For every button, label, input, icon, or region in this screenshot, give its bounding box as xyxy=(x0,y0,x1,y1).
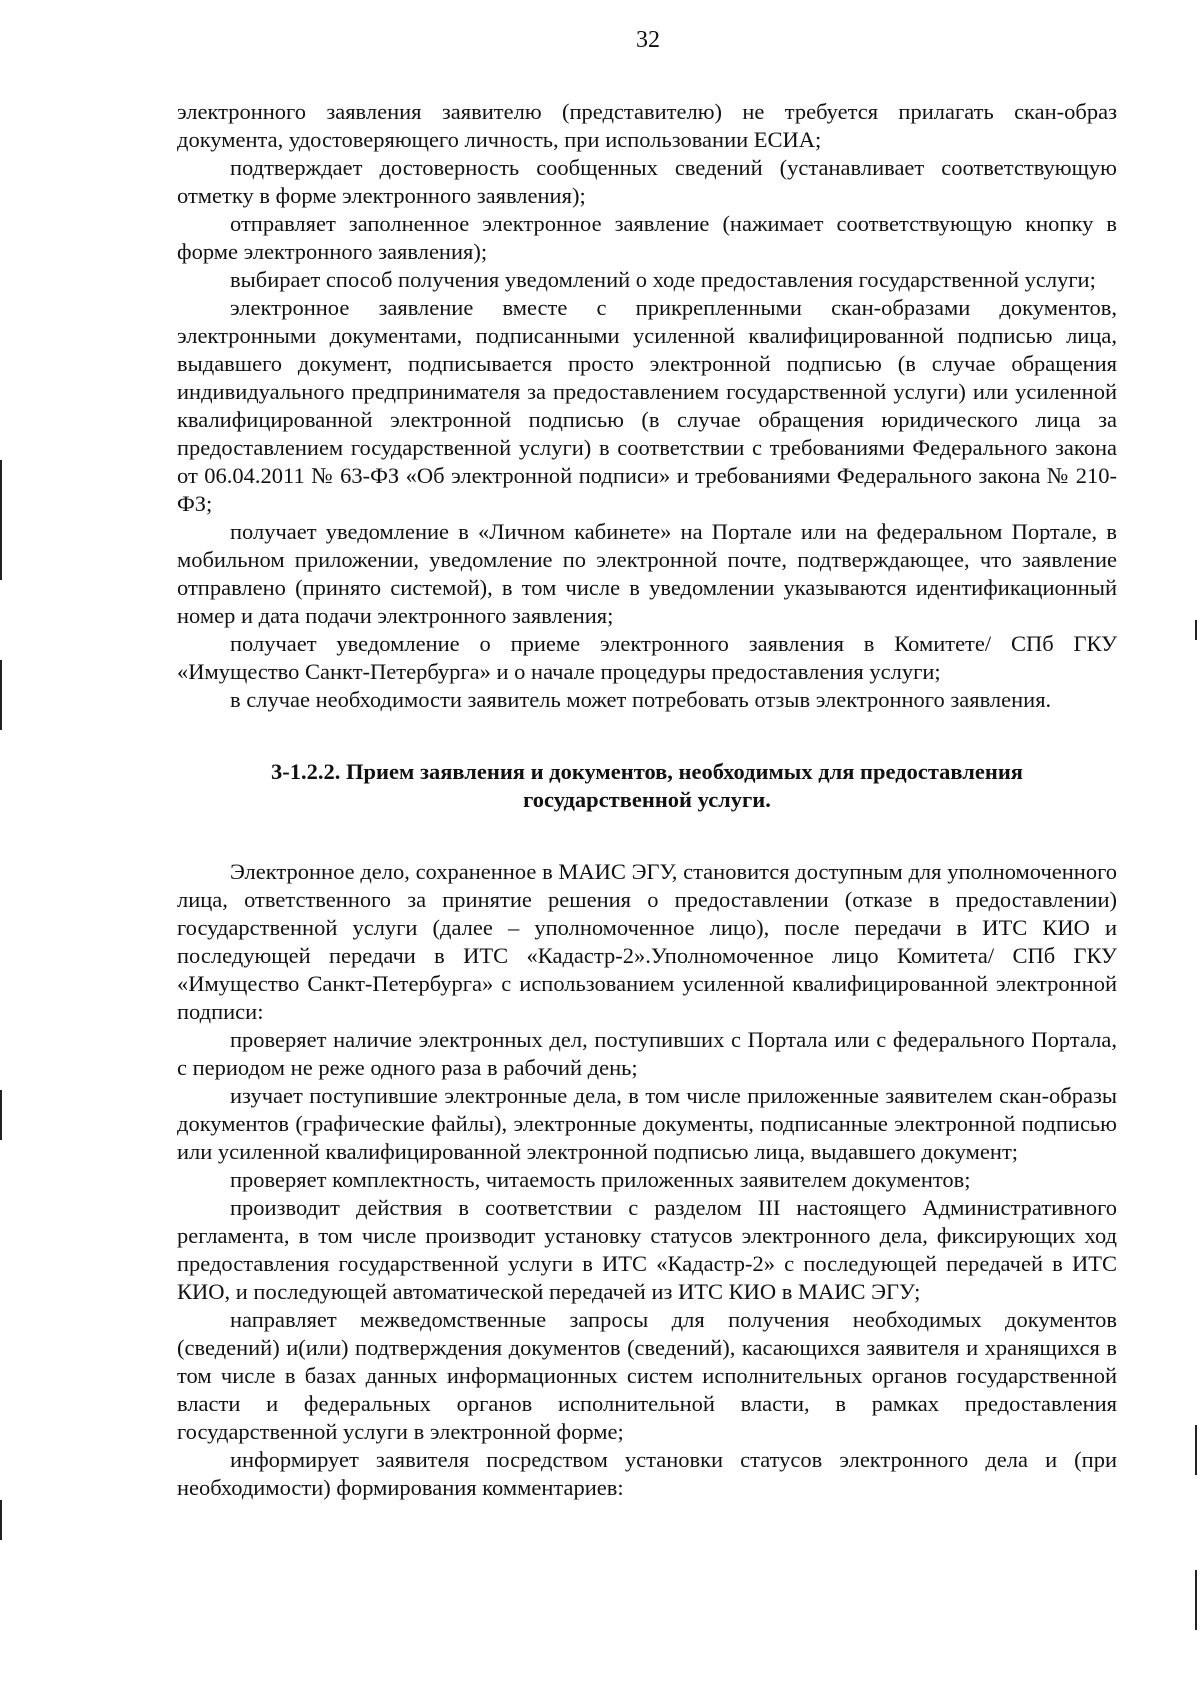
paragraph: Электронное дело, сохраненное в МАИС ЭГУ, становится доступным для уполномоченного лица, ответственного за принятие решения о предоставлении (отказе в предоставлении) государственной услуги (далее – уполномоченное лицо), после передачи в ИТС КИО и последующей передачи в ИТС «Кадастр-2».Уполномоченное лицо Комитета/ СПб ГКУ «Имущество Санкт-Петербурга» с использованием усиленной квалифицированной электронной подписи: xyxy=(177,859,1117,1024)
paragraph: электронного заявления заявителю (представителю) не требуется прилагать скан-образ документа, удостоверяющего личность, при использовании ЕСИА; xyxy=(177,99,1117,152)
scan-artifact-right xyxy=(1195,1425,1197,1475)
paragraph: изучает поступившие электронные дела, в том числе приложенные заявителем скан-образы документов (графические файлы), электронные документы, подписанные электронной подписью или усиленной квалифицированной электронной подписью лица, выдавшего документ; xyxy=(177,1083,1117,1164)
paragraph: проверяет наличие электронных дел, поступивших с Портала или с федерального Портала, с периодом не реже одного раза в рабочий день; xyxy=(177,1027,1117,1080)
scan-artifact-left xyxy=(0,1090,2,1140)
scan-artifact-left xyxy=(0,460,2,580)
paragraph: производит действия в соответствии с разделом III настоящего Административного регламента, в том числе производит установку статусов электронного дела, фиксирующих ход предоставления государственной услуги в ИТС «Кадастр-2» с последующей передачей в ИТС КИО, и последующей автоматической передачей из ИТС КИО в МАИС ЭГУ; xyxy=(177,1195,1117,1304)
document-body xyxy=(177,98,1117,1502)
scan-artifact-left xyxy=(0,660,2,730)
paragraph: получает уведомление в «Личном кабинете» на Портале или на федеральном Портале, в мобильном приложении, уведомление по электронной почте, подтверждающее, что заявление отправлено (принято системой), в том числе в уведомлении указываются идентификационный номер и дата подачи электронного заявления; xyxy=(177,519,1117,628)
paragraph: отправляет заполненное электронное заявление (нажимает соответствующую кнопку в форме электронного заявления); xyxy=(177,211,1117,264)
scan-artifact-left xyxy=(0,1500,2,1540)
paragraph: проверяет комплектность, читаемость приложенных заявителем документов; xyxy=(230,1167,971,1192)
page-number: 32 xyxy=(636,27,660,53)
scan-artifact-right xyxy=(1195,1570,1197,1630)
paragraph: получает уведомление о приеме электронного заявления в Комитете/ СПб ГКУ «Имущество Санкт-Петербурга» и о начале процедуры предоставления услуги; xyxy=(177,631,1117,684)
paragraph: электронное заявление вместе с прикрепленными скан-образами документов, электронными документами, подписанными усиленной квалифицированной подписью лица, выдавшего документ, подписывается просто электронной подписью (в случае обращения индивидуального предпринимателя за предоставлением государственной услуги) или усиленной квалифицированной электронной подписью (в случае обращения юридического лица за предоставлением государственной услуги) в соответствии с требованиями Федерального закона от 06.04.2011 № 63-ФЗ «Об электронной подписи» и требованиями Федерального закона № 210-ФЗ; xyxy=(177,295,1117,516)
scan-artifact-right xyxy=(1195,620,1197,640)
paragraph: в случае необходимости заявитель может потребовать отзыв электронного заявления. xyxy=(230,687,1052,712)
paragraph: подтверждает достоверность сообщенных сведений (устанавливает соответствующую отметку в форме электронного заявления); xyxy=(177,155,1117,208)
paragraph: выбирает способ получения уведомлений о ходе предоставления государственной услуги; xyxy=(230,267,1096,292)
paragraph: информирует заявителя посредством установки статусов электронного дела и (при необходимости) формирования комментариев: xyxy=(177,1447,1117,1500)
paragraph: направляет межведомственные запросы для получения необходимых документов (сведений) и(или) подтверждения документов (сведений), касающихся заявителя и хранящихся в том числе в базах данных информационных систем исполнительных органов государственной власти и федеральных органов исполнительной власти, в рамках предоставления государственной услуги в электронной форме; xyxy=(177,1307,1117,1444)
section-heading: 3-1.2.2. Прием заявления и документов, необходимых для предоставления государственной услуги. xyxy=(271,759,1023,812)
